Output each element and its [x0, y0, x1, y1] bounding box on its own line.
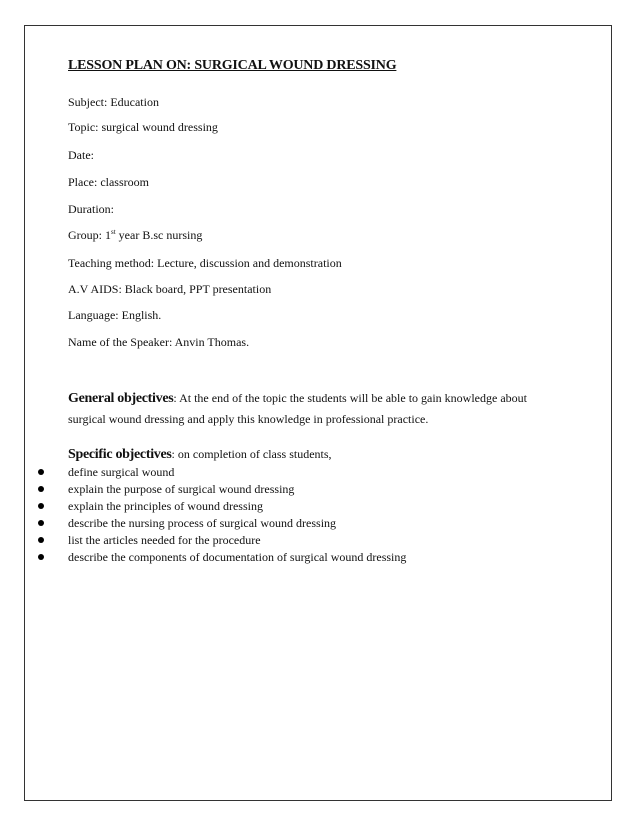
list-item: describe the components of documentation of surgical wound dressing: [38, 549, 406, 566]
bullet-icon: [38, 469, 44, 475]
general-objectives-text-2: surgical wound dressing and apply this knowledge in professional practice.: [68, 412, 429, 426]
group-number: 1: [102, 228, 111, 242]
specific-objectives-heading: Specific objectives: [68, 447, 172, 462]
specific-objectives-list: [38, 464, 406, 566]
teaching-method-field: Teaching method: Lecture, discussion and demonstration: [68, 256, 342, 270]
document-title: LESSON PLAN ON: SURGICAL WOUND DRESSING: [68, 58, 397, 73]
specific-objectives: [68, 444, 568, 465]
group-label: Group:: [68, 228, 102, 242]
bullet-icon: [38, 537, 44, 543]
bullet-icon: [38, 503, 44, 509]
bullet-icon: [38, 520, 44, 526]
date-field: Date:: [68, 148, 94, 162]
list-item: explain the purpose of surgical wound dressing: [38, 481, 406, 498]
group-field: [68, 228, 202, 243]
group-rest: year B.sc nursing: [115, 228, 203, 242]
place-field: Place: classroom: [68, 175, 149, 189]
topic-field: Topic: surgical wound dressing: [68, 120, 218, 134]
list-item: explain the principles of wound dressing: [38, 498, 406, 515]
speaker-field: Name of the Speaker: Anvin Thomas.: [68, 335, 250, 349]
language-field: Language: English.: [68, 308, 162, 322]
general-objectives-heading: General objectives: [68, 391, 174, 406]
list-item: list the articles needed for the procedure: [38, 532, 406, 549]
general-objectives: [68, 388, 568, 429]
group-ordinal: st: [111, 228, 116, 236]
general-objectives-text-1: : At the end of the topic the students will be able to gain knowledge about: [173, 391, 527, 405]
bullet-icon: [38, 554, 44, 560]
bullet-icon: [38, 486, 44, 492]
list-item: define surgical wound: [38, 464, 406, 481]
duration-field: Duration:: [68, 202, 114, 216]
subject-field: Subject: Education: [68, 95, 159, 109]
specific-objectives-intro: : on completion of class students,: [171, 447, 332, 461]
list-item: describe the nursing process of surgical wound dressing: [38, 515, 406, 532]
av-aids-field: A.V AIDS: Black board, PPT presentation: [68, 282, 272, 296]
